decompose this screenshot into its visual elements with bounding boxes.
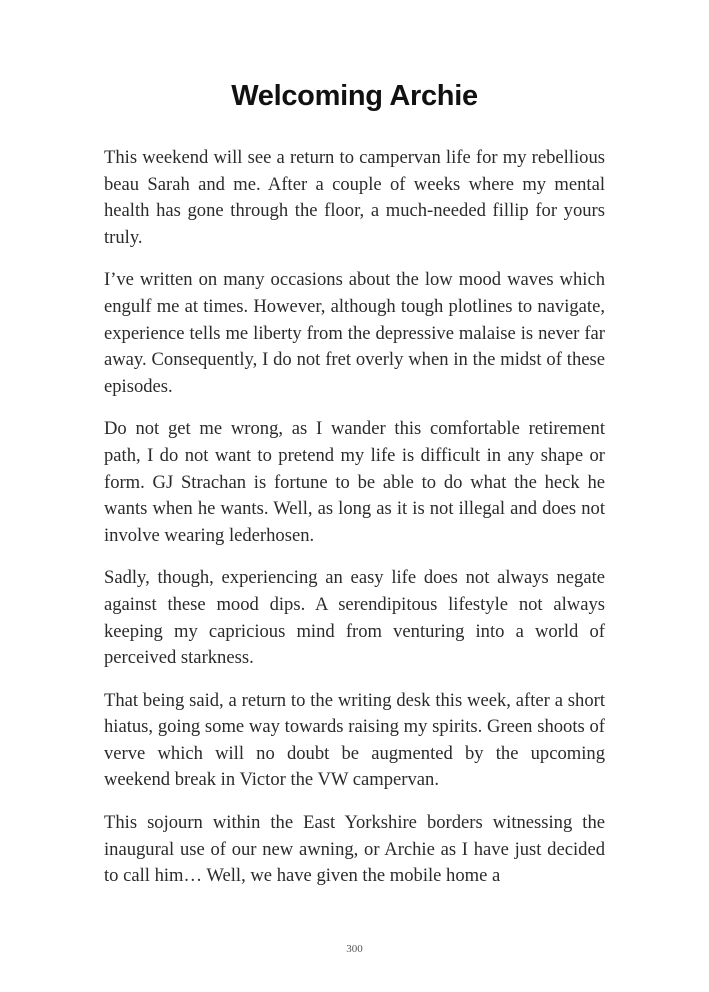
page-number: 300 xyxy=(346,943,363,955)
paragraph-3: Do not get me wrong, as I wander this comfortable retirement path, I do not want to pretend my life is difficult in any shape or form. GJ Strachan is fortune to be able to do what the heck he wants when he wants. Well, as long as it is not illegal and does not involve wearing lederhosen. xyxy=(104,418,605,546)
chapter-title: Welcoming Archie xyxy=(231,80,478,112)
paragraph-4: Sadly, though, experiencing an easy life does not always negate against these mood dips. A serendipitous lifestyle not always keeping my capricious mind from venturing into a world of perceived starkness. xyxy=(104,567,605,669)
paragraph-2: I’ve written on many occasions about the low mood waves which engulf me at times. However, although tough plotlines to navigate, experience tells me liberty from the depressive malaise is never far away. Consequently, I do not fret overly when in the midst of these episodes. xyxy=(104,269,605,397)
body-text xyxy=(104,145,605,906)
paragraph-6: This sojourn within the East Yorkshire borders witnessing the inaugural use of our new awning, or Archie as I have just decided to call him… Well, we have given the mobile home a xyxy=(104,812,605,887)
paragraph-1: This weekend will see a return to campervan life for my rebellious beau Sarah and me. After a couple of weeks where my mental health has gone through the floor, a much-needed fillip for yours truly. xyxy=(104,147,605,248)
paragraph-5: That being said, a return to the writing desk this week, after a short hiatus, going some way towards raising my spirits. Green shoots of verve which will no doubt be augmented by the upcoming weekend break in Victor the VW campervan. xyxy=(104,689,605,791)
